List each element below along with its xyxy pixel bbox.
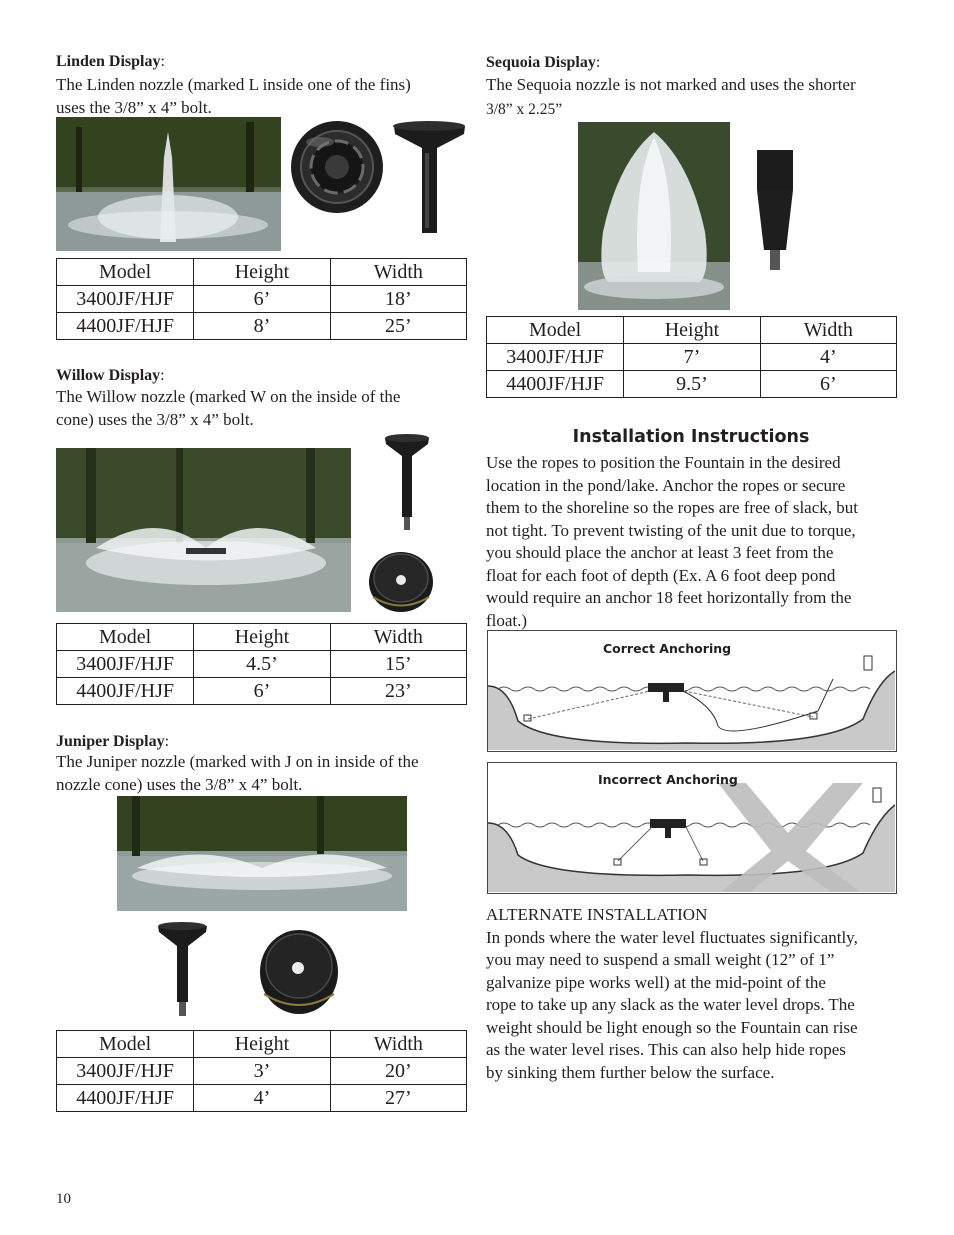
linden-fountain-photo [56,117,281,251]
alternate-line: you may need to suspend a small weight (12” of 1” [486,950,835,969]
willow-title: Willow Display [56,367,161,384]
table-row [57,1058,467,1085]
linden-spec-table [56,258,467,340]
installation-line: not tight. To prevent twisting of the unit due to torque, [486,520,856,540]
linden-nozzle-side-image [392,118,467,243]
table-cell: 7’ [624,344,760,371]
table-cell: 27’ [330,1085,466,1112]
table-header-cell: Height [194,1031,330,1058]
table-row [57,286,467,313]
table-cell: 3’ [194,1058,330,1085]
alternate-installation-title: ALTERNATE INSTALLATION [486,905,708,924]
installation-line: Use the ropes to position the Fountain in the desired [486,453,841,472]
installation-line: would require an anchor 18 feet horizontally from the [486,588,852,607]
table-header-cell: Model [487,317,624,344]
table-header-cell: Width [760,317,896,344]
juniper-desc-line-1: The Juniper nozzle (marked with J on in inside of the [56,752,419,771]
table-header-cell: Model [57,624,194,651]
linden-desc-line-1: The Linden nozzle (marked L inside one of the fins) [56,75,411,94]
table-cell: 3400JF/HJF [57,1058,194,1085]
sequoia-title: Sequoia Display [486,54,596,71]
table-cell: 6’ [760,371,896,398]
alternate-line: by sinking them further below the surface. [486,1062,775,1082]
incorrect-anchoring-label: Incorrect Anchoring [598,772,738,787]
table-cell: 20’ [330,1058,466,1085]
installation-text [486,452,916,632]
sequoia-desc-line-1: The Sequoia nozzle is not marked and uses the shorter [486,75,856,94]
table-row [487,344,897,371]
installation-line: float.) [486,610,528,630]
willow-desc-line-2: cone) uses the 3/8” x 4” bolt. [56,409,254,429]
sequoia-colon: : [595,54,601,71]
table-cell: 4.5’ [194,651,330,678]
willow-nozzle-side-image [382,432,432,532]
sequoia-fountain-photo [578,122,730,310]
juniper-heading [56,732,169,752]
table-cell: 4’ [760,344,896,371]
alternate-installation-section [486,904,916,1084]
installation-line: them to the shoreline so the ropes are free of slack, but [486,498,858,517]
table-header-cell: Model [57,1031,194,1058]
linden-description [56,74,476,119]
juniper-nozzle-top-image [258,924,340,1016]
table-cell: 18’ [330,286,466,313]
table-cell: 23’ [330,678,466,705]
table-cell: 4’ [194,1085,330,1112]
juniper-desc-line-2: nozzle cone) uses the 3/8” x 4” bolt. [56,774,303,794]
correct-anchoring-diagram [487,630,897,752]
alternate-line: galvanize pipe works well) at the mid-point of the [486,972,826,992]
table-cell: 8’ [194,313,330,340]
table-header-cell: Width [330,624,466,651]
sequoia-desc-line-2: 3/8” x 2.25” [486,100,563,118]
table-header-cell: Width [330,259,466,286]
table-header-cell: Height [194,259,330,286]
linden-nozzle-top-image [290,120,385,215]
willow-description [56,386,476,431]
table-header-cell: Width [330,1031,466,1058]
table-header-cell: Height [194,624,330,651]
table-header-row [487,317,897,344]
table-cell: 4400JF/HJF [57,678,194,705]
table-cell: 25’ [330,313,466,340]
sequoia-description [486,74,916,121]
willow-heading [56,366,165,386]
table-header-row [57,624,467,651]
willow-spec-table [56,623,467,705]
juniper-title: Juniper Display [56,733,165,750]
juniper-spec-table [56,1030,467,1112]
juniper-fountain-photo [117,796,407,911]
table-cell: 15’ [330,651,466,678]
table-header-row [57,259,467,286]
table-cell: 4400JF/HJF [487,371,624,398]
table-header-cell: Height [624,317,760,344]
table-cell: 3400JF/HJF [487,344,624,371]
juniper-description [56,751,476,796]
table-row [57,313,467,340]
linden-heading [56,52,165,72]
linden-colon: : [160,53,165,70]
installation-line: you should place the anchor at least 3 feet from the [486,543,834,562]
table-cell: 4400JF/HJF [57,1085,194,1112]
sequoia-spec-table [486,316,897,398]
table-header-row [57,1031,467,1058]
juniper-colon: : [164,733,170,750]
linden-title: Linden Display [56,53,161,70]
installation-line: float for each foot of depth (Ex. A 6 foot deep pond [486,565,836,585]
installation-line: location in the pond/lake. Anchor the ropes or secure [486,475,846,495]
table-cell: 6’ [194,678,330,705]
willow-nozzle-top-image [368,542,434,614]
table-row [487,371,897,398]
alternate-line: rope to take up any slack as the water level drops. The [486,995,855,1014]
table-row [57,651,467,678]
correct-anchoring-label: Correct Anchoring [603,641,732,656]
table-cell: 3400JF/HJF [57,651,194,678]
sequoia-heading [486,53,600,73]
alternate-line: weight should be light enough so the Fountain can rise [486,1017,858,1037]
willow-fountain-photo [56,448,351,612]
juniper-nozzle-side-image [155,920,210,1020]
willow-desc-line-1: The Willow nozzle (marked W on the inside of the [56,387,401,406]
table-header-cell: Model [57,259,194,286]
table-row [57,678,467,705]
page-number: 10 [56,1191,71,1207]
sequoia-nozzle-image [752,150,798,272]
alternate-line: In ponds where the water level fluctuates significantly, [486,927,858,947]
table-row [57,1085,467,1112]
table-cell: 6’ [194,286,330,313]
table-cell: 4400JF/HJF [57,313,194,340]
linden-desc-line-2: uses the 3/8” x 4” bolt. [56,97,212,117]
table-cell: 9.5’ [624,371,760,398]
alternate-line: as the water level rises. This can also help hide ropes [486,1040,846,1059]
table-cell: 3400JF/HJF [57,286,194,313]
willow-colon: : [160,367,165,384]
incorrect-anchoring-diagram [487,762,897,894]
installation-title: Installation Instructions [572,427,810,447]
